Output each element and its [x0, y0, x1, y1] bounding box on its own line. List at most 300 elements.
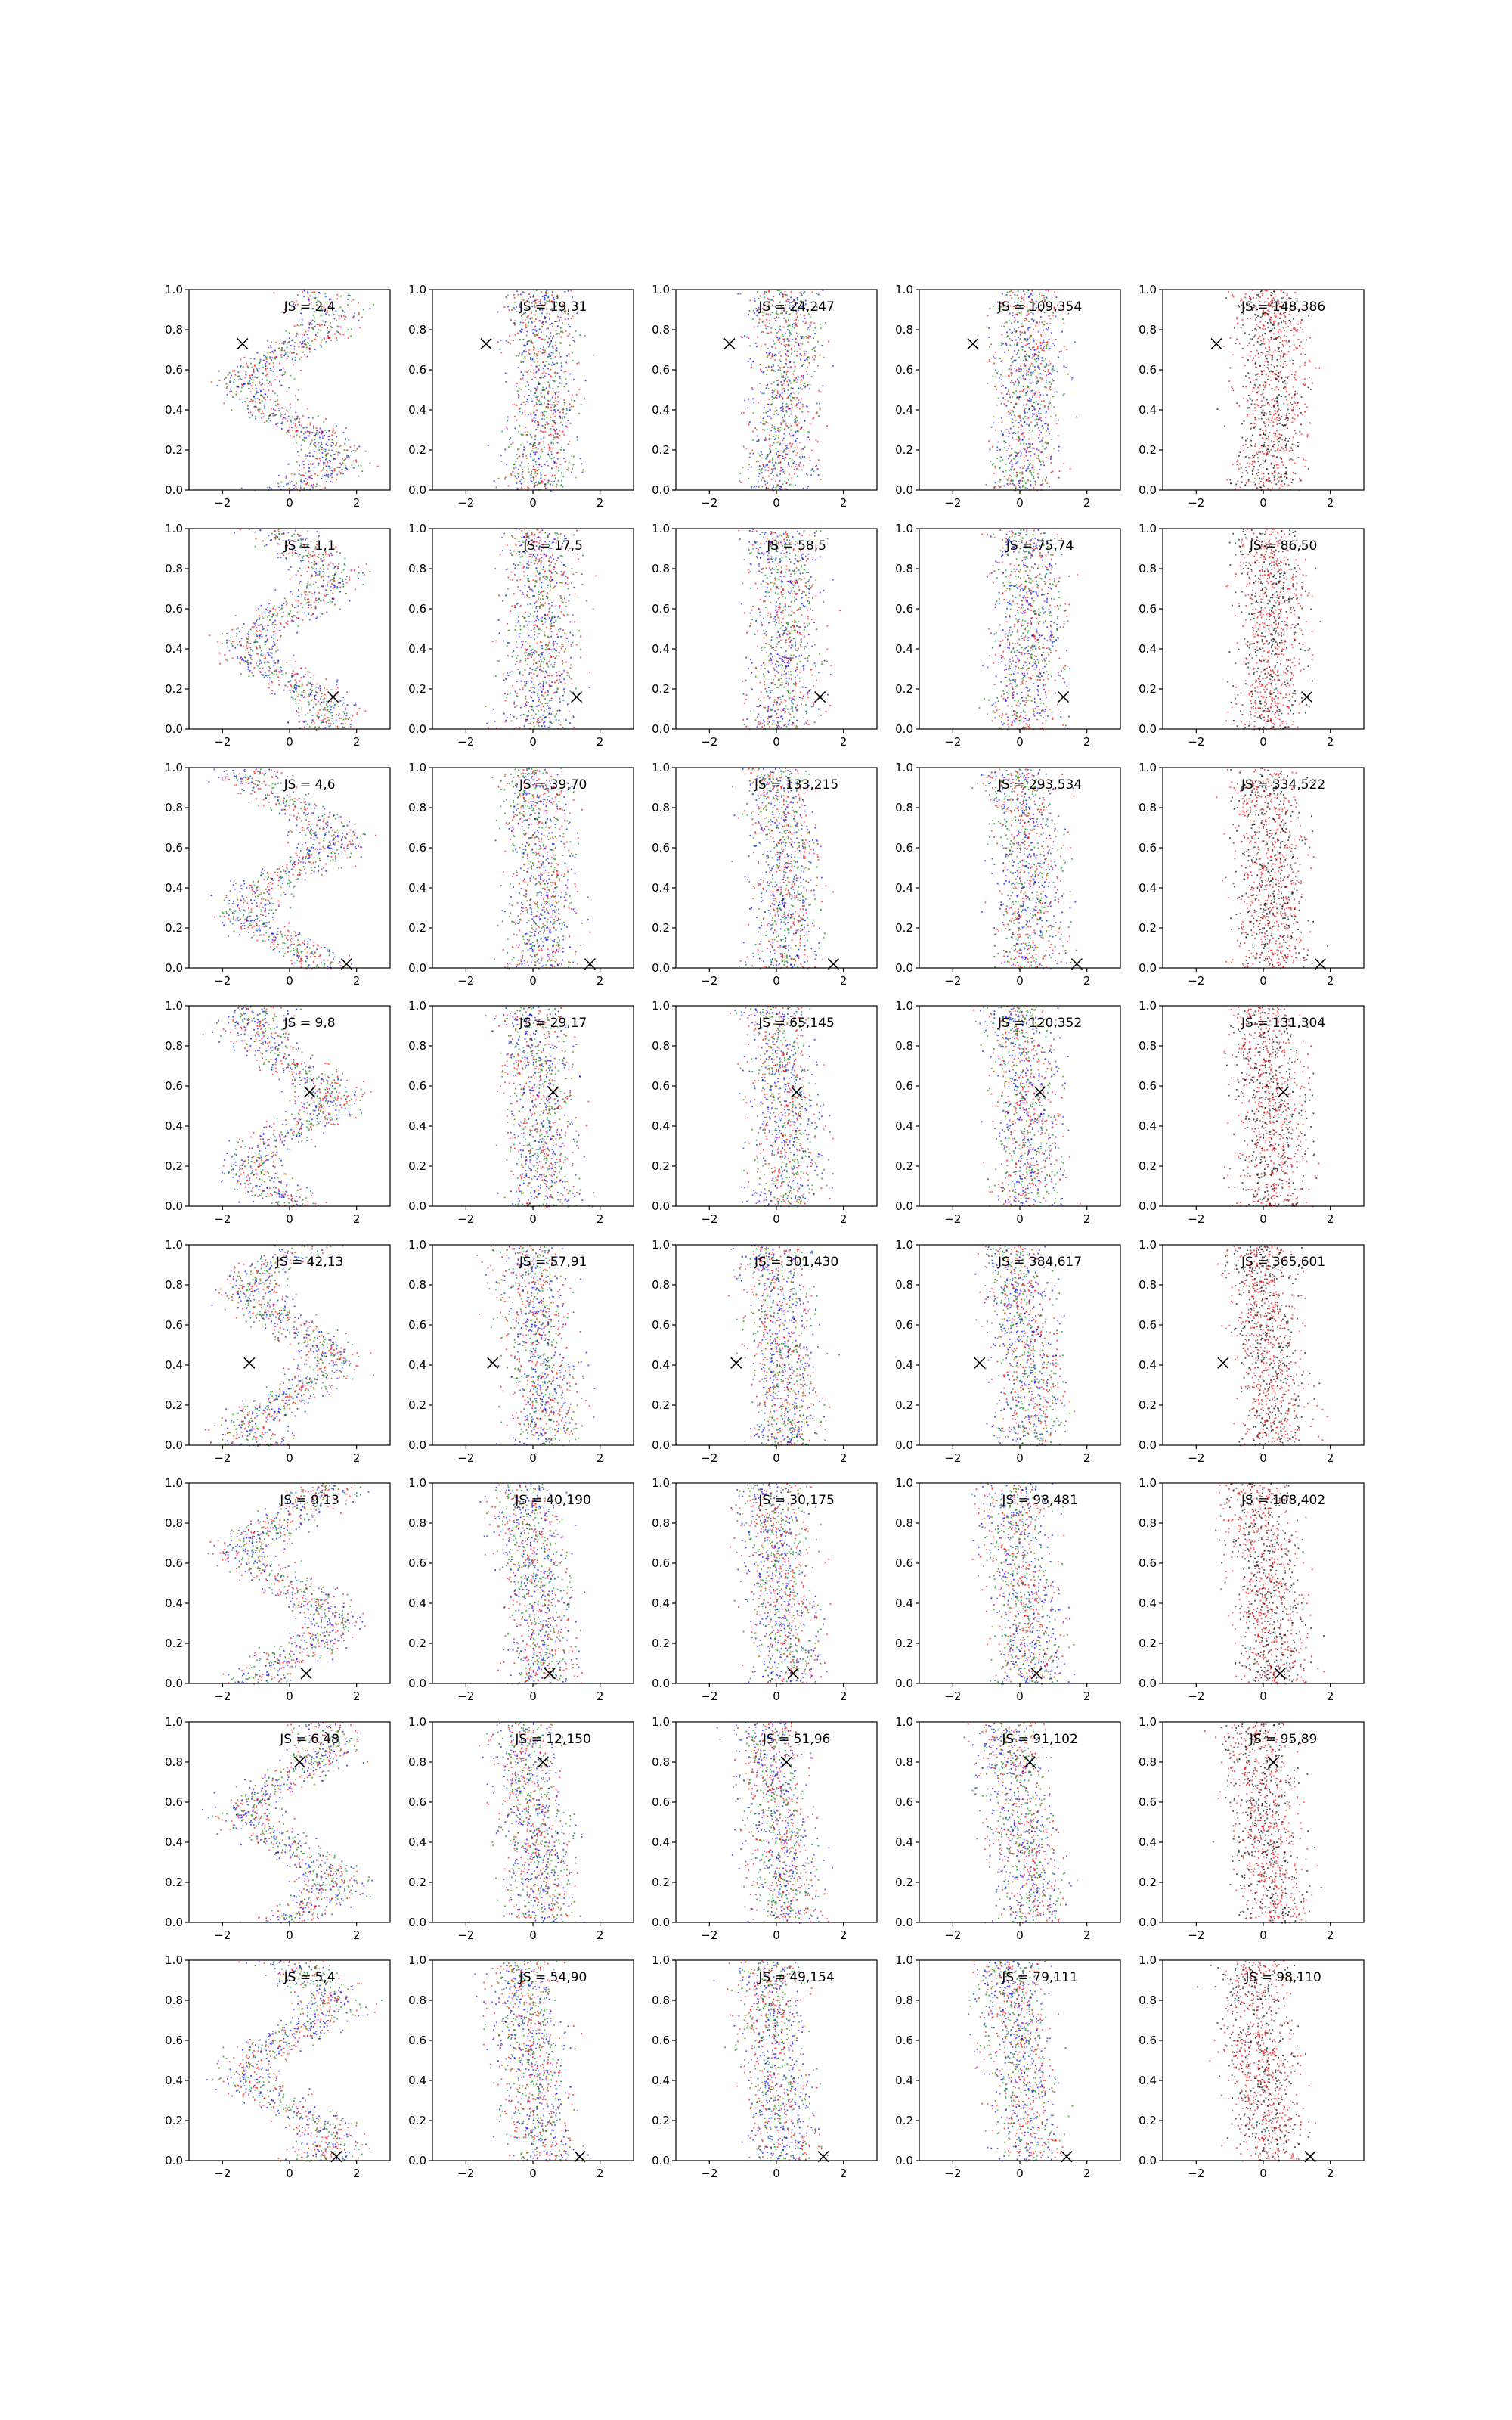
- scatter-point: [318, 415, 319, 417]
- scatter-point: [525, 455, 527, 457]
- scatter-point: [547, 408, 549, 409]
- scatter-point: [270, 368, 271, 369]
- scatter-point: [318, 433, 319, 435]
- scatter-point: [312, 320, 314, 321]
- scatter-point: [314, 291, 316, 293]
- scatter-point: [339, 333, 341, 334]
- scatter-point: [300, 431, 302, 433]
- scatter-point: [284, 350, 286, 352]
- scatter-point: [310, 322, 311, 324]
- scatter-point: [304, 340, 305, 342]
- scatter-point: [314, 339, 316, 340]
- x-tick-label: 2: [1327, 496, 1334, 510]
- scatter-point: [301, 424, 302, 426]
- scatter-point: [333, 443, 334, 445]
- scatter-point: [239, 399, 240, 400]
- scatter-point: [302, 461, 304, 462]
- scatter-point: [304, 487, 305, 489]
- scatter-point: [285, 418, 287, 420]
- scatter-point: [308, 431, 310, 433]
- scatter-point: [300, 370, 302, 371]
- scatter-point: [329, 337, 330, 339]
- scatter-point: [317, 336, 318, 337]
- scatter-point: [340, 445, 342, 447]
- scatter-point: [340, 326, 342, 327]
- scatter-point: [314, 451, 315, 452]
- scatter-point: [309, 423, 311, 424]
- scatter-point: [283, 408, 284, 409]
- scatter-point: [544, 350, 546, 352]
- scatter-point: [308, 471, 309, 473]
- scatter-point: [311, 321, 312, 322]
- x-tick-label: 0: [286, 496, 293, 510]
- scatter-point: [550, 483, 551, 485]
- scatter-point: [567, 420, 569, 421]
- scatter-point: [284, 341, 286, 343]
- scatter-point: [331, 435, 333, 436]
- scatter-point: [277, 400, 278, 402]
- y-tick-label: 0.4: [408, 403, 426, 417]
- scatter-point: [246, 374, 247, 376]
- scatter-point: [305, 454, 306, 455]
- scatter-point: [271, 383, 272, 385]
- scatter-point: [280, 369, 282, 371]
- scatter-point: [259, 383, 260, 384]
- y-tick-label: 0.8: [652, 323, 670, 337]
- scatter-point: [308, 464, 310, 465]
- scatter-point: [312, 292, 314, 293]
- scatter-point: [559, 464, 561, 465]
- scatter-point: [275, 414, 277, 416]
- scatter-point: [290, 404, 291, 405]
- scatter-point: [519, 387, 520, 389]
- scatter-point: [218, 371, 220, 372]
- scatter-point: [288, 430, 290, 431]
- scatter-point: [278, 408, 280, 409]
- scatter-point: [531, 379, 533, 380]
- scatter-point: [339, 452, 340, 454]
- scatter-point: [251, 379, 253, 380]
- scatter-point: [225, 377, 227, 379]
- scatter-point: [301, 347, 302, 349]
- scatter-point: [252, 377, 253, 378]
- scatter-point: [516, 355, 518, 357]
- scatter-point: [312, 487, 314, 489]
- scatter-point: [291, 473, 293, 475]
- scatter-point: [331, 442, 333, 443]
- scatter-point: [314, 439, 316, 440]
- scatter-point: [231, 409, 232, 411]
- scatter-point: [274, 357, 276, 358]
- scatter-point: [335, 445, 336, 446]
- scatter-point: [293, 436, 295, 438]
- scatter-point: [523, 339, 525, 340]
- scatter-point: [256, 391, 258, 392]
- scatter-point: [520, 331, 522, 333]
- y-tick-label: 0.4: [652, 403, 670, 417]
- scatter-point: [294, 325, 296, 327]
- y-tick-label: 0.0: [895, 483, 913, 497]
- scatter-point: [290, 482, 291, 484]
- scatter-point: [311, 484, 312, 486]
- scatter-point: [290, 375, 291, 377]
- scatter-point: [337, 455, 339, 456]
- scatter-point: [325, 451, 327, 453]
- y-tick-label: 0.6: [895, 363, 913, 377]
- scatter-point: [343, 459, 345, 461]
- scatter-point: [265, 399, 266, 400]
- scatter-point: [336, 479, 337, 480]
- scatter-point: [249, 377, 251, 379]
- scatter-point: [328, 476, 330, 478]
- scatter-point: [520, 378, 522, 380]
- y-tick-label: 1.0: [165, 283, 183, 296]
- scatter-point: [257, 409, 259, 411]
- scatter-point: [287, 358, 288, 359]
- scatter-point: [507, 306, 509, 308]
- scatter-point: [339, 463, 341, 464]
- x-marker: [237, 339, 248, 349]
- scatter-point: [302, 334, 303, 335]
- scatter-point: [570, 290, 572, 291]
- scatter-point: [534, 336, 536, 337]
- scatter-point: [249, 417, 251, 418]
- scatter-point: [351, 464, 352, 466]
- scatter-point: [263, 413, 265, 414]
- scatter-point: [320, 344, 321, 346]
- scatter-point: [299, 436, 301, 438]
- scatter-point: [531, 444, 532, 445]
- scatter-point: [531, 471, 532, 473]
- scatter-point: [573, 379, 575, 380]
- scatter-point: [274, 358, 276, 360]
- scatter-point: [326, 481, 327, 482]
- scatter-point: [303, 467, 305, 469]
- scatter-point: [528, 395, 530, 396]
- scatter-point: [332, 439, 333, 441]
- scatter-point: [550, 448, 552, 449]
- scatter-point: [236, 391, 237, 392]
- scatter-point: [293, 352, 295, 353]
- scatter-point: [325, 293, 327, 295]
- scatter-point: [551, 441, 553, 442]
- scatter-point: [286, 476, 287, 477]
- scatter-point: [351, 451, 352, 453]
- scatter-point: [265, 366, 266, 368]
- scatter-point: [312, 455, 314, 457]
- scatter-point: [330, 455, 332, 457]
- scatter-point: [263, 417, 265, 418]
- scatter-point: [281, 349, 283, 351]
- scatter-point: [271, 357, 273, 358]
- scatter-point: [533, 349, 534, 351]
- y-tick-label: 0.2: [1139, 443, 1157, 457]
- scatter-point: [327, 337, 328, 339]
- scatter-point: [262, 373, 264, 374]
- scatter-point: [237, 366, 238, 368]
- scatter-point: [548, 338, 550, 340]
- scatter-point: [264, 406, 265, 408]
- scatter-point: [289, 332, 290, 334]
- scatter-point: [327, 327, 328, 329]
- scatter-point: [308, 330, 309, 332]
- scatter-point: [299, 424, 300, 426]
- scatter-point: [241, 383, 243, 385]
- scatter-point: [313, 426, 314, 427]
- scatter-point: [305, 483, 307, 485]
- scatter-point: [302, 324, 303, 326]
- scatter-point: [328, 331, 330, 333]
- scatter-point: [541, 339, 542, 340]
- scatter-point: [294, 349, 296, 350]
- scatter-point: [359, 327, 361, 328]
- scatter-point: [528, 293, 530, 295]
- scatter-point: [229, 382, 231, 383]
- scatter-point: [291, 340, 293, 341]
- scatter-point: [369, 308, 370, 309]
- scatter-point: [347, 457, 349, 458]
- scatter-point: [302, 291, 303, 293]
- scatter-point: [559, 334, 560, 335]
- scatter-point: [565, 362, 567, 364]
- scatter-point: [515, 428, 516, 430]
- scatter-point: [248, 367, 249, 368]
- scatter-point: [264, 360, 265, 361]
- scatter-point: [530, 296, 531, 298]
- scatter-point: [323, 450, 324, 451]
- scatter-point: [334, 468, 336, 470]
- scatter-point: [288, 416, 290, 417]
- scatter-point: [307, 291, 308, 293]
- scatter-point: [342, 462, 344, 464]
- scatter-point: [269, 352, 271, 353]
- scatter-point: [533, 479, 534, 481]
- scatter-point: [286, 432, 287, 433]
- scatter-point: [282, 375, 284, 377]
- scatter-point: [533, 420, 534, 421]
- scatter-point: [301, 445, 302, 446]
- scatter-point: [249, 401, 251, 402]
- scatter-point: [559, 352, 560, 354]
- scatter-point: [262, 383, 264, 385]
- scatter-point: [554, 321, 556, 322]
- scatter-point: [289, 341, 290, 343]
- scatter-point: [240, 365, 242, 367]
- scatter-point: [336, 436, 337, 438]
- scatter-point: [321, 346, 322, 348]
- scatter-point: [318, 292, 320, 293]
- scatter-point: [321, 430, 323, 432]
- scatter-point: [304, 354, 305, 355]
- scatter-point: [356, 461, 358, 463]
- scatter-point: [534, 395, 535, 396]
- scatter-point: [325, 449, 327, 451]
- scatter-point: [538, 365, 540, 366]
- scatter-point: [302, 474, 304, 476]
- scatter-point: [534, 352, 535, 354]
- scatter-point: [341, 464, 342, 466]
- scatter-point: [249, 380, 250, 382]
- scatter-point: [308, 467, 310, 469]
- scatter-point: [326, 458, 327, 459]
- scatter-point: [330, 473, 331, 474]
- y-tick-label: 1.0: [408, 283, 426, 296]
- scatter-point: [277, 483, 279, 485]
- scatter-point: [299, 346, 300, 348]
- scatter-point: [358, 302, 359, 304]
- scatter-point: [279, 370, 280, 371]
- scatter-point: [332, 482, 333, 483]
- scatter-point: [311, 478, 313, 479]
- scatter-point: [292, 430, 293, 431]
- scatter-point: [339, 471, 340, 473]
- scatter-point: [255, 416, 256, 417]
- scatter-point: [518, 431, 519, 433]
- scatter-point: [295, 424, 296, 425]
- scatter-point: [270, 399, 271, 400]
- scatter-point: [313, 444, 314, 445]
- scatter-point: [274, 350, 276, 352]
- scatter-point: [250, 391, 252, 392]
- scatter-point: [253, 400, 254, 402]
- scatter-point: [269, 381, 271, 383]
- scatter-point: [301, 481, 302, 482]
- scatter-point: [271, 489, 272, 490]
- scatter-point: [345, 465, 346, 467]
- scatter-point: [377, 466, 379, 467]
- scatter-point: [307, 455, 308, 457]
- scatter-point: [247, 366, 249, 368]
- x-tick-label: −2: [1188, 496, 1204, 510]
- scatter-point: [324, 475, 325, 476]
- scatter-point: [525, 345, 526, 346]
- scatter-point: [237, 386, 239, 388]
- scatter-point: [524, 292, 525, 293]
- scatter-point: [232, 396, 234, 398]
- scatter-point: [325, 455, 327, 456]
- x-tick-label: −2: [214, 496, 231, 510]
- scatter-point: [553, 353, 554, 355]
- scatter-point: [250, 412, 252, 414]
- scatter-point: [350, 336, 352, 337]
- scatter-point: [261, 413, 262, 414]
- scatter-point: [271, 359, 272, 361]
- scatter-point: [265, 375, 267, 377]
- scatter-point: [535, 464, 537, 465]
- scatter-point: [321, 470, 322, 472]
- scatter-point: [333, 454, 335, 455]
- scatter-point: [296, 335, 297, 337]
- scatter-point: [260, 395, 262, 396]
- scatter-point: [251, 400, 253, 402]
- scatter-point: [531, 365, 532, 366]
- scatter-point: [224, 379, 225, 380]
- scatter-point: [247, 383, 249, 385]
- scatter-point: [324, 339, 326, 340]
- scatter-point: [323, 448, 324, 450]
- scatter-point: [303, 464, 305, 466]
- scatter-point: [553, 409, 554, 411]
- scatter-point: [361, 470, 363, 472]
- scatter-point: [311, 292, 312, 293]
- scatter-point: [304, 290, 305, 292]
- scatter-point: [331, 327, 333, 328]
- scatter-point: [535, 420, 537, 421]
- scatter-point: [265, 356, 266, 358]
- scatter-point: [342, 458, 343, 460]
- scatter-point: [324, 435, 325, 436]
- scatter-point: [311, 324, 313, 325]
- scatter-point: [320, 428, 321, 430]
- scatter-point: [257, 377, 259, 378]
- panel-r1-c2: [408, 283, 634, 510]
- scatter-point: [267, 368, 268, 369]
- y-tick-label: 0.0: [652, 483, 670, 497]
- scatter-point: [271, 346, 272, 348]
- scatter-point: [301, 449, 302, 451]
- scatter-point: [304, 334, 305, 336]
- y-tick-label: 1.0: [1139, 283, 1157, 296]
- scatter-point: [324, 462, 326, 464]
- scatter-point: [295, 420, 296, 421]
- scatter-point: [286, 484, 287, 486]
- scatter-point: [284, 417, 285, 418]
- scatter-point: [266, 371, 268, 372]
- scatter-point: [248, 412, 249, 414]
- scatter-point: [334, 470, 336, 472]
- scatter-point: [309, 296, 311, 297]
- scatter-point: [296, 435, 298, 436]
- scatter-point: [262, 400, 263, 402]
- scatter-point: [318, 464, 319, 466]
- scatter-point: [229, 391, 231, 392]
- scatter-point: [285, 477, 287, 479]
- scatter-point: [287, 420, 288, 422]
- x-tick-label: −2: [701, 496, 717, 510]
- scatter-point: [266, 380, 268, 381]
- scatter-point: [306, 347, 308, 349]
- scatter-point: [565, 379, 567, 380]
- scatter-point: [513, 294, 515, 296]
- scatter-point: [507, 295, 509, 296]
- scatter-point: [330, 481, 332, 482]
- x-tick-label: −2: [944, 496, 961, 510]
- scatter-point: [319, 437, 321, 439]
- scatter-point: [307, 479, 308, 480]
- scatter-point: [291, 427, 293, 428]
- x-tick-label: 0: [1016, 496, 1024, 510]
- scatter-point: [518, 367, 519, 368]
- x-tick-label: 2: [1083, 496, 1091, 510]
- y-tick-label: 0.8: [165, 323, 183, 337]
- scatter-point: [314, 467, 315, 468]
- scatter-point: [321, 324, 323, 326]
- scatter-point: [560, 317, 562, 318]
- scatter-point: [565, 318, 566, 320]
- scatter-point: [280, 355, 282, 356]
- scatter-point: [317, 430, 318, 432]
- scatter-point: [311, 327, 313, 329]
- scatter-point: [273, 408, 274, 410]
- scatter-point: [328, 450, 330, 451]
- js-annotation: JS = 24,247: [758, 299, 834, 315]
- scatter-point: [290, 407, 291, 408]
- scatter-point: [297, 416, 299, 417]
- scatter-point: [337, 326, 339, 327]
- scatter-point: [294, 418, 296, 420]
- scatter-point: [231, 375, 232, 377]
- scatter-point: [264, 405, 265, 406]
